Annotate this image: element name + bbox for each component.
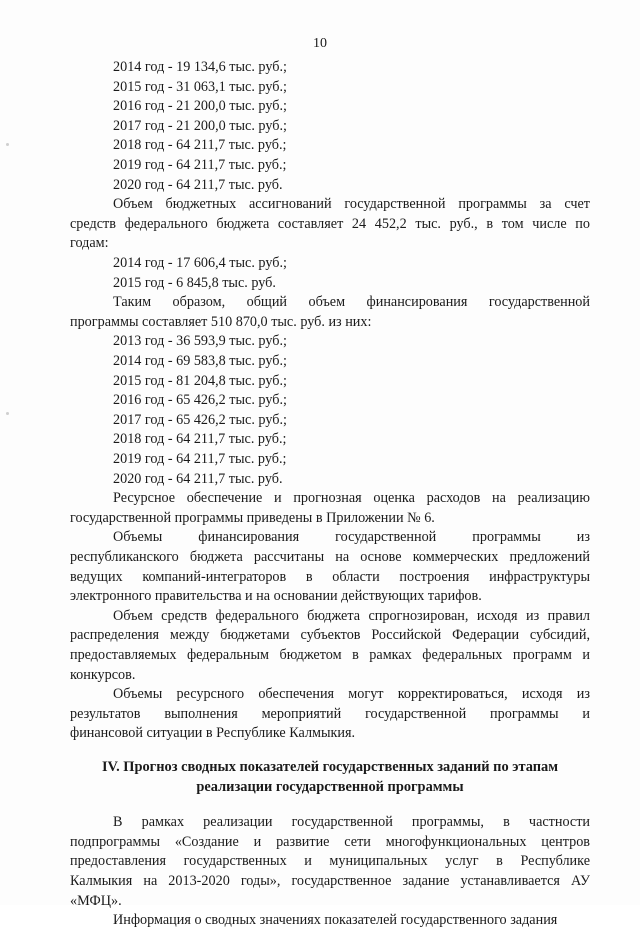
- scan-dot: [6, 143, 9, 146]
- heading-line: IV. Прогноз сводных показателей государственных заданий по этапам: [101, 759, 559, 775]
- list-item: 2017 год - 65 426,2 тыс. руб.;: [113, 411, 287, 428]
- list-item: 2014 год - 17 606,4 тыс. руб.;: [113, 255, 287, 271]
- paragraph-line: «МФЦ».: [70, 892, 122, 909]
- paragraph-line: годам:: [70, 235, 109, 252]
- page-number: 10: [313, 36, 327, 51]
- list-item: 2016 год - 65 426,2 тыс. руб.;: [113, 392, 287, 409]
- paragraph-line: электронного правительства и на основании действующих тарифов.: [70, 588, 482, 605]
- paragraph-framework: [70, 813, 590, 911]
- paragraph-line: ведущих компаний-интеграторов в области построения инфраструктуры: [70, 568, 590, 585]
- funding-list-regional: [70, 58, 590, 195]
- list-item: 2016 год - 21 200,0 тыс. руб.;: [113, 98, 287, 115]
- list-item: 2015 год - 31 063,1 тыс. руб.;: [113, 78, 287, 95]
- list-item: 2020 год - 64 211,7 тыс. руб.: [113, 176, 283, 193]
- list-item: 2013 год - 36 593,9 тыс. руб.;: [113, 333, 287, 350]
- paragraph-line: Информация о сводных значениях показателей государственного задания: [113, 912, 558, 929]
- list-item: 2019 год - 64 211,7 тыс. руб.;: [113, 450, 287, 467]
- paragraph-line: Объемы финансирования государственной программы из: [113, 529, 590, 546]
- section-heading: [70, 758, 590, 797]
- paragraph-line: республиканского бюджета рассчитаны на основе коммерческих предложений: [70, 548, 590, 565]
- paragraph-line: государственной программы приведены в Приложении № 6.: [70, 509, 435, 526]
- funding-list-total: [70, 332, 590, 489]
- paragraph-forecast: [70, 607, 590, 685]
- heading-line: реализации государственной программы: [196, 778, 464, 795]
- paragraph-total-funding: [70, 293, 590, 332]
- paragraph-line: Объемы ресурсного обеспечения могут корректироваться, исходя из: [113, 686, 590, 703]
- paragraph-line: средств федерального бюджета составляет 24 452,2 тыс. руб., в том числе по: [70, 215, 590, 232]
- paragraph-line: Ресурсное обеспечение и прогнозная оценка расходов на реализацию: [113, 490, 590, 507]
- paragraph-line: предоставляемых федеральным бюджетом в рамках федеральных программ и: [70, 646, 590, 663]
- list-item: 2017 год - 21 200,0 тыс. руб.;: [113, 117, 287, 134]
- list-item: 2014 год - 19 134,6 тыс. руб.;: [113, 59, 287, 75]
- paragraph-line: предоставления государственных и муниципальных услуг в Республике: [70, 853, 590, 870]
- paragraph-line: подпрограммы «Создание и развитие сети многофункциональных центров: [70, 833, 590, 850]
- list-item: 2015 год - 81 204,8 тыс. руб.;: [113, 372, 287, 389]
- paragraph-volumes: [70, 528, 590, 606]
- paragraph-adjust: [70, 685, 590, 744]
- paragraph-federal-budget: [70, 195, 590, 254]
- paragraph-line: результатов выполнения мероприятий государственной программы и: [70, 705, 590, 722]
- list-item: 2020 год - 64 211,7 тыс. руб.: [113, 470, 283, 487]
- paragraph-line: распределения между бюджетами субъектов Российской Федерации субсидий,: [70, 627, 590, 644]
- list-item: 2019 год - 64 211,7 тыс. руб.;: [113, 156, 287, 173]
- paragraph-line: Калмыкия на 2013-2020 годы», государственное задание устанавливается АУ: [70, 872, 590, 889]
- paragraph-info: [70, 911, 590, 931]
- list-item: 2014 год - 69 583,8 тыс. руб.;: [113, 352, 287, 369]
- paragraph-resource: [70, 489, 590, 528]
- funding-list-federal: [70, 254, 590, 293]
- paragraph-line: Объем средств федерального бюджета спрогнозирован, исходя из правил: [113, 607, 590, 624]
- paragraph-line: финансовой ситуации в Республике Калмыкия.: [70, 725, 356, 742]
- paragraph-line: Объем бюджетных ассигнований государственной программы за счет: [113, 196, 590, 213]
- list-item: 2018 год - 64 211,7 тыс. руб.;: [113, 137, 287, 154]
- list-item: 2018 год - 64 211,7 тыс. руб.;: [113, 431, 287, 448]
- list-item: 2015 год - 6 845,8 тыс. руб.: [113, 274, 276, 291]
- scan-dot: [6, 412, 9, 415]
- paragraph-line: В рамках реализации государственной программы, в частности: [113, 814, 590, 831]
- paragraph-line: программы составляет 510 870,0 тыс. руб. из них:: [70, 313, 372, 330]
- paragraph-line: конкурсов.: [70, 666, 136, 683]
- paragraph-line: Таким образом, общий объем финансирования государственной: [113, 294, 590, 311]
